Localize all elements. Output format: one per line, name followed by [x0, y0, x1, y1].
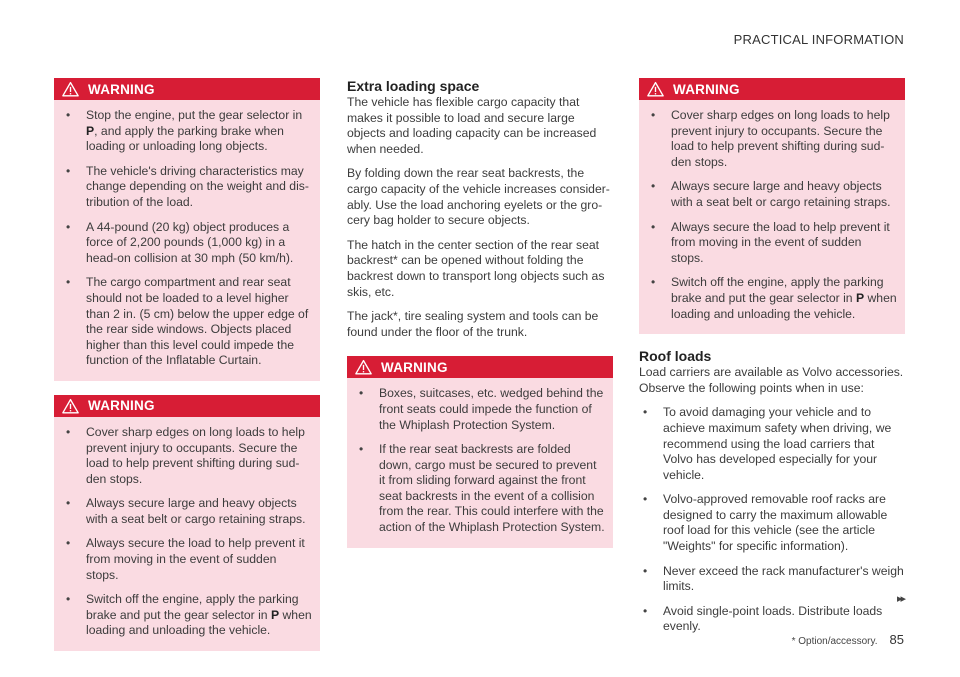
gear-letter: P	[86, 123, 95, 138]
column-middle	[347, 78, 613, 548]
page-footer	[792, 632, 904, 647]
list-item: • Stop the engine, put the gear selector in P, and apply the parking brake when loading or unloading long objects.	[64, 108, 312, 155]
warning-box-1	[54, 78, 320, 381]
list-item: • Switch off the engine, apply the parking brake and put the gear selector in P when loading and unloading the vehicle.	[64, 592, 312, 639]
list-item: • Always secure large and heavy objects with a seat belt or cargo retaining straps.	[64, 496, 312, 527]
list-item: • Cover sharp edges on long loads to help prevent injury to occupants. Secure the load to help prevent shifting during sud-den stops.	[649, 108, 897, 170]
gear-letter: P	[270, 607, 280, 622]
warning-label: WARNING	[673, 81, 740, 97]
page-header: PRACTICAL INFORMATION	[733, 32, 904, 47]
section-title-roof-loads: Roof loads	[639, 348, 712, 365]
warning-box-2	[54, 395, 320, 651]
list-item: • If the rear seat backrests are folded down, cargo must be secured to prevent it from sliding forward against the front seat backrests in the event of a collision from the rear. This could interfere with the action of the Whiplash Protection System.	[357, 442, 605, 536]
warning-box-3	[347, 356, 613, 547]
warning-label: WARNING	[88, 398, 155, 414]
warning-list	[54, 100, 320, 369]
footnote: * Option/accessory.	[791, 636, 878, 647]
warning-triangle-icon	[647, 81, 664, 97]
page-number: 85	[889, 632, 904, 647]
warning-header	[347, 356, 613, 378]
paragraph: The jack*, tire sealing system and tools can be found under the floor of the trunk.	[347, 309, 599, 339]
paragraph: The hatch in the center section of the rear seat backrest* can be opened without folding the backrest down to transport long objects such as skis, etc.	[347, 237, 605, 299]
warning-triangle-icon	[62, 398, 79, 414]
list-item: • Boxes, suitcases, etc. wedged behind the front seats could impede the function of the Whiplash Protection System.	[357, 386, 605, 433]
extra-loading-body	[347, 95, 613, 340]
warning-triangle-icon	[355, 359, 372, 375]
list-item: • Avoid single-point loads. Distribute loads evenly.	[641, 604, 905, 635]
roof-loads-list	[639, 405, 905, 635]
column-right	[639, 78, 905, 644]
warning-header	[639, 78, 905, 100]
section-title-extra-loading: Extra loading space	[347, 78, 480, 94]
warning-header	[54, 78, 320, 100]
paragraph: The vehicle has flexible cargo capacity that makes it possible to load and secure large objects and loading capacity can be increased when needed.	[347, 95, 597, 156]
warning-label: WARNING	[381, 359, 448, 375]
next-page-arrows-icon: ▸▸	[896, 593, 904, 605]
list-item: • Always secure large and heavy objects with a seat belt or cargo retaining straps.	[649, 179, 897, 210]
list-item: • The vehicle's driving characteristics may change depending on the weight and dis-tribution of the load.	[64, 164, 312, 211]
warning-list	[347, 378, 613, 535]
list-item: • Cover sharp edges on long loads to help prevent injury to occupants. Secure the load to help prevent shifting during sud-den stops.	[64, 425, 312, 487]
gear-letter: P	[855, 290, 865, 305]
paragraph: By folding down the rear seat backrests, the cargo capacity of the vehicle increases consider-ably. Use the load anchoring eyelets or the gro-cery bag holder to secure objects.	[347, 166, 610, 228]
list-item: • Always secure the load to help prevent it from moving in the event of sudden stops.	[649, 220, 897, 267]
roof-loads-intro: Load carriers are available as Volvo accessories. Observe the following points when in use:	[639, 365, 904, 395]
warning-header	[54, 395, 320, 417]
list-item: • The cargo compartment and rear seat should not be loaded to a level higher than 2 in. (5 cm) below the upper edge of the rear side windows. Objects placed higher than this level could impede the function of the Inflatable Curtain.	[64, 275, 312, 369]
list-item: • Switch off the engine, apply the parking brake and put the gear selector in P when loading and unloading the vehicle.	[649, 275, 897, 322]
list-item: • To avoid damaging your vehicle and to achieve maximum safety when driving, we recommend using the load carriers that Volvo has developed especially for your vehicle.	[641, 405, 905, 483]
column-left	[54, 78, 320, 651]
list-item: • A 44-pound (20 kg) object produces a force of 2,200 pounds (1,000 kg) in a head-on collision at 30 mph (50 km/h).	[64, 220, 312, 267]
list-item: • Always secure the load to help prevent it from moving in the event of sudden stops.	[64, 536, 312, 583]
list-item: • Never exceed the rack manufacturer's weigh limits.	[641, 564, 905, 595]
roof-loads-section	[639, 348, 905, 635]
warning-box-4	[639, 78, 905, 334]
warning-list	[54, 417, 320, 639]
warning-triangle-icon	[62, 81, 79, 97]
warning-label: WARNING	[88, 81, 155, 97]
warning-list	[639, 100, 905, 322]
list-item: • Volvo-approved removable roof racks are designed to carry the maximum allowable roof load for this vehicle (see the article "Weights" for specific information).	[641, 492, 905, 554]
